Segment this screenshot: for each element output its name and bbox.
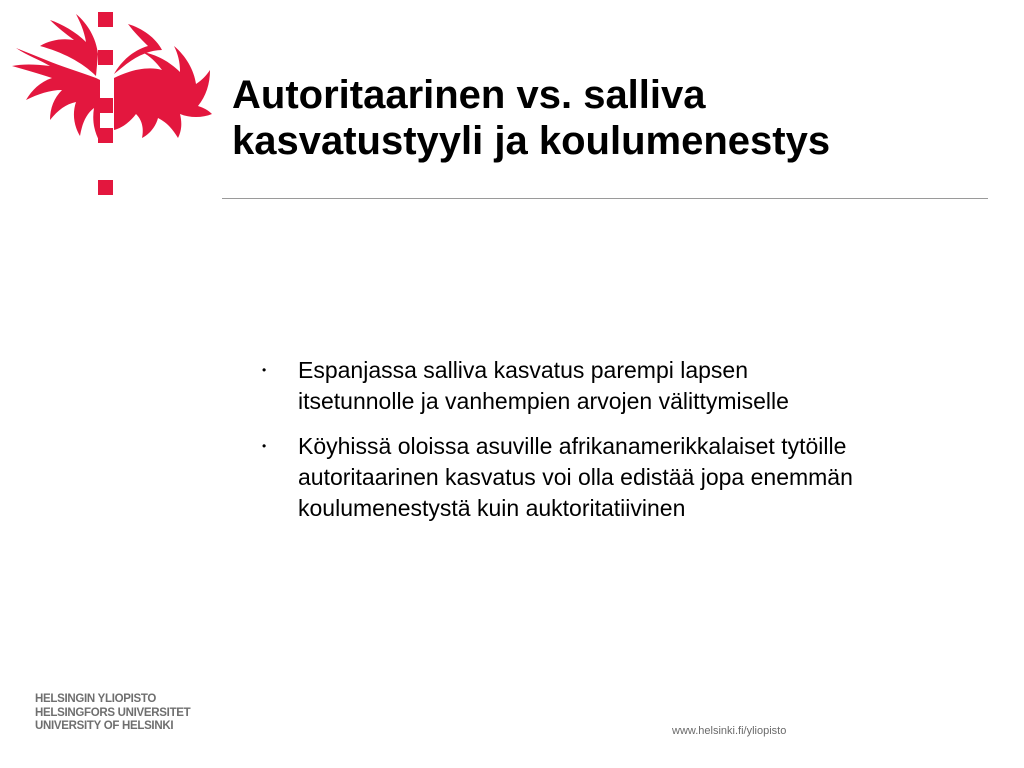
wordmark-line: HELSINGFORS UNIVERSITET — [35, 706, 191, 719]
bullet-text-line: koulumenestystä kuin auktoritatiivinen — [298, 495, 686, 521]
bullet-dot-icon: • — [262, 439, 267, 453]
bullet-list — [262, 355, 1002, 538]
bullet-dot-icon: • — [262, 363, 267, 377]
bullet-text-line: itsetunnolle ja vanhempien arvojen välittymiselle — [298, 388, 789, 414]
university-wordmark — [35, 693, 190, 734]
footer-url: www.helsinki.fi/yliopisto — [672, 725, 787, 737]
slide-title-line: kasvatustyyli ja koulumenestys — [232, 119, 831, 163]
slide-title — [232, 72, 992, 164]
bullet-item — [262, 431, 1002, 524]
title-divider — [222, 198, 988, 199]
bullet-text-line: autoritaarinen kasvatus voi olla edistää jopa enemmän — [298, 464, 853, 490]
wordmark-line: HELSINGIN YLIOPISTO — [35, 693, 157, 705]
bullet-text-line: Espanjassa salliva kasvatus parempi lapsen — [298, 357, 749, 383]
wordmark-line: UNIVERSITY OF HELSINKI — [35, 720, 174, 732]
university-logo-icon — [10, 10, 215, 205]
bullet-item — [262, 355, 1002, 417]
slide-title-line: Autoritaarinen vs. salliva — [232, 73, 706, 117]
bullet-text-line: Köyhissä oloissa asuville afrikanamerikkalaiset tytöille — [298, 433, 847, 459]
